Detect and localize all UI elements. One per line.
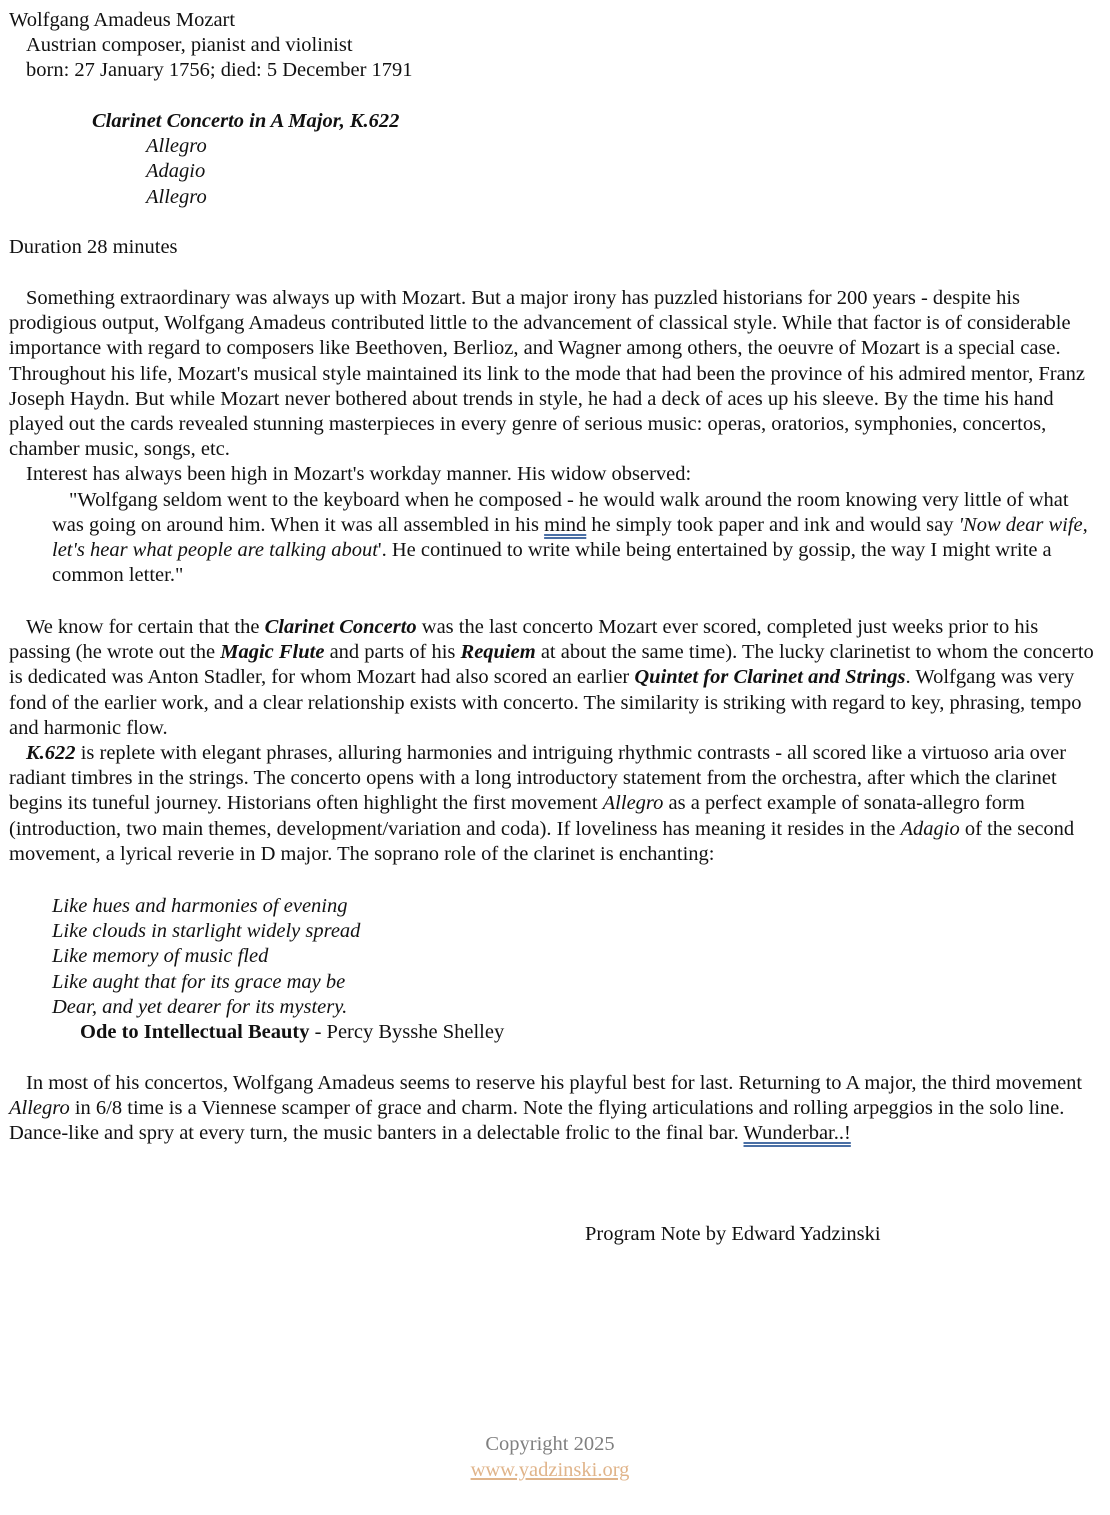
composer-dates: born: 27 January 1756; died: 5 December 1791 <box>26 59 413 82</box>
flagged-word: Wunderbar..! <box>743 1122 851 1145</box>
flagged-word: mind <box>544 513 587 536</box>
essay-part-2 <box>9 615 1097 867</box>
movement-2: Adagio <box>146 160 206 183</box>
composer-name: Wolfgang Amadeus Mozart <box>9 9 236 31</box>
paragraph-3: We know for certain that the Clarinet Concerto was the last concerto Mozart ever scored, completed just weeks prior to his passing (he wrote out the Magic Flute and parts of his Requiem at about the same time). The lucky clarinetist to whom the concerto is dedicated was Anton Stadler, for whom Mozart had also scored an earlier Quintet for Clarinet and Strings. Wolfgang was very fond of the earlier work, and a clear relationship exists with concerto. The similarity is striking with regard to key, phrasing, tempo and harmonic flow. <box>9 616 1094 739</box>
movement-1: Allegro <box>146 135 207 158</box>
poem-block <box>9 894 1097 1045</box>
website-link[interactable]: www.yadzinski.org <box>470 1459 630 1481</box>
copyright: Copyright 2025 <box>485 1433 615 1455</box>
composer-header <box>9 8 1097 84</box>
work-block <box>9 109 1097 210</box>
essay-part-1 <box>9 286 1097 588</box>
poem-credit <box>9 1020 1097 1045</box>
paragraph-2: Interest has always been high in Mozart's workday manner. His widow observed: <box>26 463 692 486</box>
poem-line: Like memory of music fled <box>52 945 269 968</box>
widow-quote: "Wolfgang seldom went to the keyboard when he composed - he would walk around the room knowing very little of what was going on around him. When it was all assembled in his mind he simply took paper and ink and would say 'Now dear wife, let's hear what people are talking about'. He continued to write while being entertained by gossip, the way I might write a common letter." <box>52 488 1088 587</box>
movement-3: Allegro <box>146 185 207 208</box>
poem-title: Ode to Intellectual Beauty <box>80 1021 310 1044</box>
poem-line: Dear, and yet dearer for its mystery. <box>52 995 348 1018</box>
paragraph-4: K.622 is replete with elegant phrases, alluring harmonies and intriguing rhythmic contrasts - all scored like a virtuoso aria over radiant timbres in the strings. The concerto opens with a long introductory statement from the orchestra, after which the clarinet begins its tuneful journey. Historians often highlight the first movement Allegro as a perfect example of sonata-allegro form (introduction, two main themes, development/variation and coda). If loveliness has meaning it resides in the Adagio of the second movement, a lyrical reverie in D major. The soprano role of the clarinet is enchanting: <box>9 742 1075 865</box>
composer-description: Austrian composer, pianist and violinist <box>26 34 353 57</box>
paragraph-1: Something extraordinary was always up with Mozart. But a major irony has puzzled historians for 200 years - despite his prodigious output, Wolfgang Amadeus contributed little to the advancement of classical style. While that factor is of considerable importance with regard to composers like Beethoven, Berlioz, and Wagner among others, the oeuvre of Mozart is a special case. Throughout his life, Mozart's musical style maintained its link to the mode that had been the province of his admired mentor, Franz Joseph Haydn. But while Mozart never bothered about trends in style, he had a deck of aces up his sleeve. By the time his hand played out the cards revealed stunning masterpieces in every genre of serious music: operas, oratorios, symphonies, concertos, chamber music, songs, etc. <box>9 287 1086 461</box>
poem-author: - Percy Bysshe Shelley <box>309 1021 505 1044</box>
duration: Duration 28 minutes <box>9 236 178 258</box>
essay-part-3 <box>9 1071 1097 1147</box>
poem-line: Like clouds in starlight widely spread <box>52 920 361 943</box>
poem-line: Like aught that for its grace may be <box>52 970 346 993</box>
paragraph-5: In most of his concertos, Wolfgang Amadeus seems to reserve his playful best for last. Returning to A major, the third movement Allegro in 6/8 time is a Viennese scamper of grace and charm. Note the flying articulations and rolling arpeggios in the solo line. Dance-like and spry at every turn, the music banters in a delectable frolic to the final bar. Wunderbar..! <box>9 1072 1083 1145</box>
work-title: Clarinet Concerto in A Major, K.622 <box>92 110 400 132</box>
signature: Program Note by Edward Yadzinski <box>585 1223 881 1245</box>
poem-line: Like hues and harmonies of evening <box>52 895 348 917</box>
